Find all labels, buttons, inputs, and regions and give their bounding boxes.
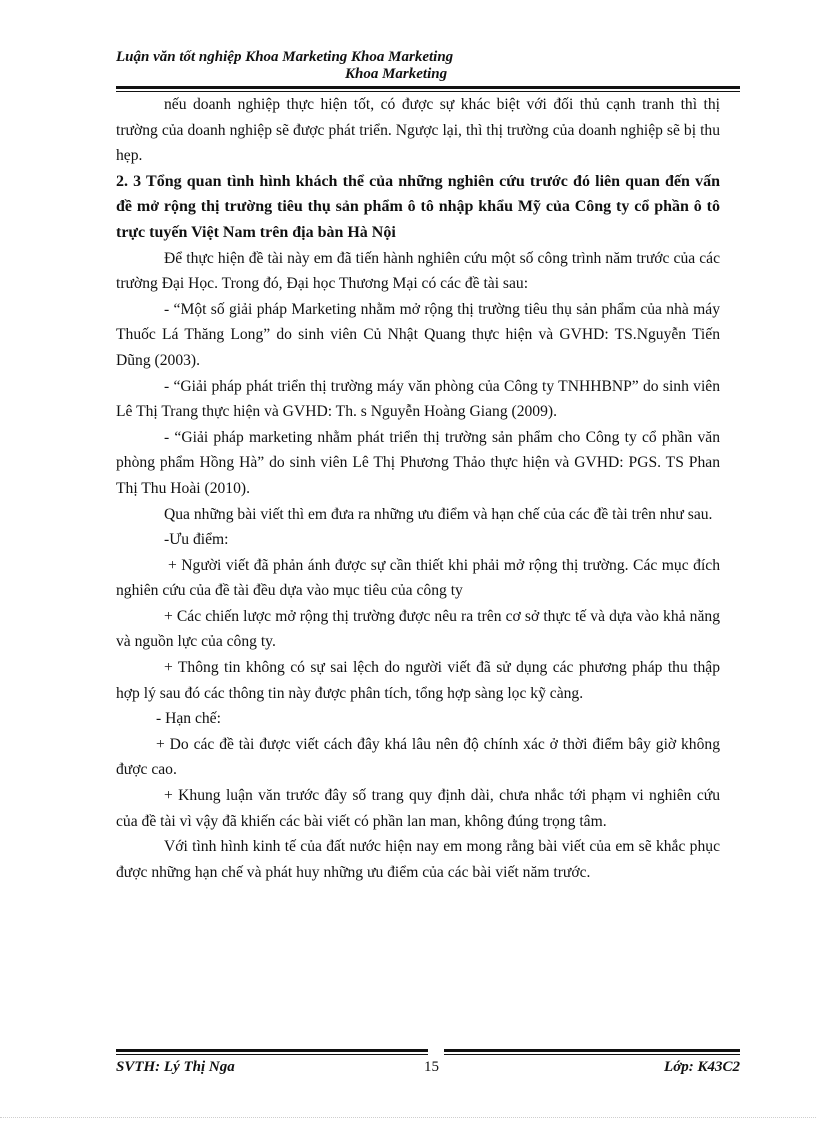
footer-rule-left — [116, 1049, 428, 1052]
advantage-3: + Thông tin không có sự sai lệch do người viết đã sử dụng các phương pháp thu thập hợp lý sau đó các thông tin này được phân tích, tổng hợp sàng lọc kỹ càng. — [116, 659, 720, 702]
limitations-label: - Hạn chế: — [156, 710, 221, 728]
page-edge — [0, 1117, 816, 1118]
advantage-1: + Người viết đã phản ánh được sự cần thiết khi phải mở rộng thị trường. Các mục đích nghiên cứu của đề tài đều dựa vào mục tiêu của công ty — [116, 556, 720, 600]
paragraph-conclusion: Với tình hình kinh tế của đất nước hiện nay em mong rằng bài viết của em sẽ khắc phục được những hạn chế và phát huy những ưu điểm của các bài viết năm trước. — [116, 838, 720, 881]
paragraph-research: Để thực hiện đề tài này em đã tiến hành nghiên cứu một số công trình năm trước của các trường Đại Học. Trong đó, Đại học Thương Mại có các đề tài sau: — [116, 249, 720, 293]
paragraph-study-3: - “Giải pháp marketing nhằm phát triển thị trường sản phẩm cho Công ty cổ phần văn phòng phẩm Hồng Hà” do sinh viên Lê Thị Phương Thảo thực hiện và GVHD: PGS. TS Phan Thị Thu Hoài (2010). — [116, 428, 720, 497]
limitation-1: + Do các đề tài được viết cách đây khá lâu nên độ chính xác ở thời điểm bây giờ không được cao. — [116, 735, 720, 779]
header-title: Luận văn tốt nghiệp Khoa Marketing Khoa Marketing — [116, 49, 454, 65]
footer-student: SVTH: Lý Thị Nga — [116, 1059, 235, 1075]
header-subtitle: Khoa Marketing — [345, 66, 448, 82]
paragraph-summary: Qua những bài viết thì em đưa ra những ưu điểm và hạn chế của các đề tài trên như sau. — [164, 505, 713, 523]
page-body — [116, 92, 720, 885]
limitation-2: + Khung luận văn trước đây số trang quy định dài, chưa nhắc tới phạm vi nghiên cứu của đề tài vì vậy đã khiến các bài viết có phần lan man, không đúng trọng tâm. — [116, 787, 720, 830]
header-rule — [116, 86, 740, 89]
advantage-2: + Các chiến lược mở rộng thị trường được nêu ra trên cơ sở thực tế và dựa vào khả năng và nguồn lực của công ty. — [116, 607, 720, 651]
footer-rule-right-thin — [444, 1054, 740, 1055]
footer-rule-left-thin — [116, 1054, 428, 1055]
paragraph-study-2: - “Giải pháp phát triển thị trường máy văn phòng của Công ty TNHHBNP” do sinh viên Lê Thị Trang thực hiện và GVHD: Th. s Nguyễn Hoàng Giang (2009). — [116, 377, 720, 421]
section-heading: 2. 3 Tổng quan tình hình khách thể của những nghiên cứu trước đó liên quan đến vấn đề mở rộng thị trường tiêu thụ sản phẩm ô tô nhập khẩu Mỹ của Công ty cổ phần ô tô trực tuyến Việt Nam trên địa bàn Hà Nội — [116, 172, 720, 241]
footer-class: Lớp: K43C2 — [664, 1059, 740, 1075]
paragraph-intro: nếu doanh nghiệp thực hiện tốt, có được sự khác biệt với đối thủ cạnh tranh thì thị trường của doanh nghiệp sẽ được phát triển. Ngược lại, thì thị trường của doanh nghiệp sẽ bị thu hẹp. — [116, 96, 720, 165]
page-number: 15 — [424, 1059, 439, 1075]
footer-rule-right — [444, 1049, 740, 1052]
advantages-label: -Ưu điểm: — [164, 531, 229, 549]
page-header — [116, 49, 740, 83]
paragraph-study-1: - “Một số giải pháp Marketing nhằm mở rộng thị trường tiêu thụ sản phẩm của nhà máy Thuốc Lá Thăng Long” do sinh viên Củ Nhật Quang thực hiện và GVHD: TS.Nguyễn Tiến Dũng (2003). — [116, 300, 720, 369]
page-footer — [116, 1059, 740, 1079]
